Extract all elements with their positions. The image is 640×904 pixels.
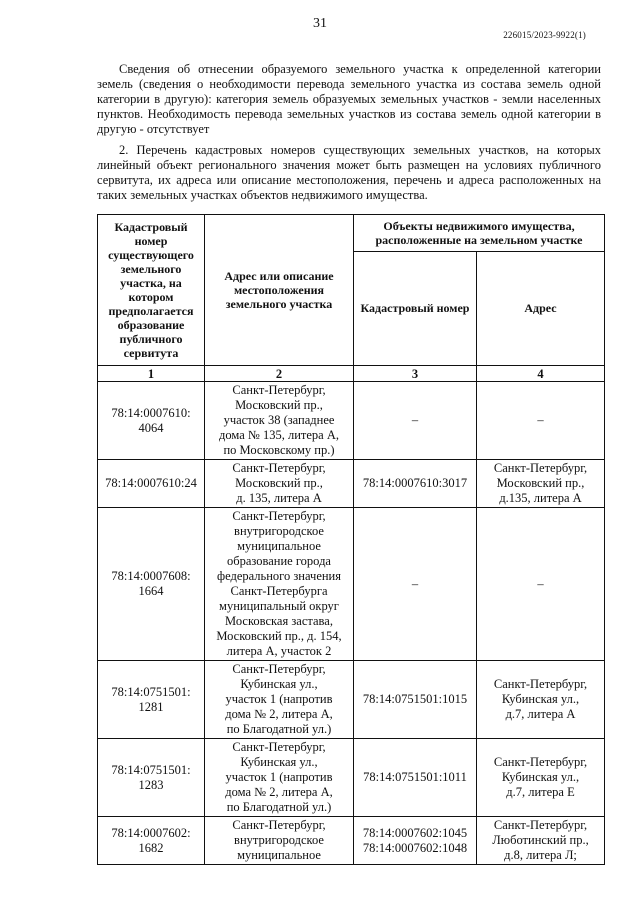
paragraph-land-category [97, 62, 601, 137]
header-cadastral-number-parcel: Кадастровый номер существующего земельного участка, на котором предполагается образование публичного сервитута [98, 215, 205, 366]
table-row [98, 661, 605, 739]
cell-parcel-address: Санкт-Петербург, Московский пр., д. 135, литера А [205, 460, 354, 508]
cell-object-cadastral-number: 78:14:0751501:1011 [354, 739, 477, 817]
easement-parcels-table [97, 214, 605, 865]
cell-parcel-address: Санкт-Петербург, Кубинская ул., участок 1 (напротив дома № 2, литера А, по Благодатной ул.) [205, 661, 354, 739]
cell-parcel-cadastral-number: 78:14:0751501: 1281 [98, 661, 205, 739]
paragraph-cadastral-list [97, 143, 601, 203]
table-row [98, 508, 605, 661]
cell-object-address: – [477, 382, 605, 460]
cell-parcel-cadastral-number: 78:14:0007610:24 [98, 460, 205, 508]
header-object-address: Адрес [477, 251, 605, 365]
cell-parcel-cadastral-number: 78:14:0751501: 1283 [98, 739, 205, 817]
cell-parcel-address: Санкт-Петербург, Кубинская ул., участок 1 (напротив дома № 2, литера А, по Благодатной ул.) [205, 739, 354, 817]
cell-object-cadastral-number: – [354, 382, 477, 460]
cell-object-cadastral-number: – [354, 508, 477, 661]
cell-object-address: Санкт-Петербург, Московский пр., д.135, литера А [477, 460, 605, 508]
cell-parcel-cadastral-number: 78:14:0007608: 1664 [98, 508, 205, 661]
page-number: 31 [313, 16, 327, 31]
column-number: 1 [98, 366, 205, 382]
table-row [98, 817, 605, 865]
paragraph-cadastral-list-text: 2. Перечень кадастровых номеров существующих земельных участков, на которых линейный объект регионального значения может быть размещен на условиях публичного сервитута, их адреса или описание местоположения, перечень и адреса расположенных на таких земельных участках объектов недвижимого имущества. [97, 143, 601, 202]
cell-object-address: Санкт-Петербург, Кубинская ул., д.7, литера Е [477, 739, 605, 817]
cell-parcel-cadastral-number: 78:14:0007602: 1682 [98, 817, 205, 865]
table-row [98, 460, 605, 508]
cell-object-cadastral-number: 78:14:0007610:3017 [354, 460, 477, 508]
table-row [98, 382, 605, 460]
header-real-estate-objects: Объекты недвижимого имущества, расположенные на земельном участке [354, 215, 605, 252]
column-number-row [98, 366, 605, 382]
cell-object-address: – [477, 508, 605, 661]
table-header-row [98, 215, 605, 252]
column-number: 2 [205, 366, 354, 382]
table-row [98, 739, 605, 817]
cell-parcel-address: Санкт-Петербург, внутригородское муниципальное образование города федерального значения Санкт-Петербурга муниципальный округ Московская застава, Московский пр., д. 154, литера А, участок 2 [205, 508, 354, 661]
cell-parcel-cadastral-number: 78:14:0007610: 4064 [98, 382, 205, 460]
cell-object-cadastral-number: 78:14:0007602:1045 78:14:0007602:1048 [354, 817, 477, 865]
cell-parcel-address: Санкт-Петербург, Московский пр., участок 38 (западнее дома № 135, литера А, по Московскому пр.) [205, 382, 354, 460]
header-address-description: Адрес или описание местоположения земельного участка [205, 215, 354, 366]
document-reference-number: 226015/2023-9922(1) [503, 30, 586, 40]
cell-object-cadastral-number: 78:14:0751501:1015 [354, 661, 477, 739]
column-number: 4 [477, 366, 605, 382]
header-object-cadastral-number: Кадастровый номер [354, 251, 477, 365]
paragraph-land-category-text: Сведения об отнесении образуемого земельного участка к определенной категории земель (сведения о необходимости перевода земельного участка из состава земель одной категории в другую): категория земель образуемых земельных участков - земли населенных пунктов. Необходимость перевода земельных участков из состава земель одной категории в другую - отсутствует [97, 62, 601, 136]
cell-parcel-address: Санкт-Петербург, внутригородское муниципальное [205, 817, 354, 865]
cell-object-address: Санкт-Петербург, Кубинская ул., д.7, литера А [477, 661, 605, 739]
cell-object-address: Санкт-Петербург, Люботинский пр., д.8, литера Л; [477, 817, 605, 865]
column-number: 3 [354, 366, 477, 382]
